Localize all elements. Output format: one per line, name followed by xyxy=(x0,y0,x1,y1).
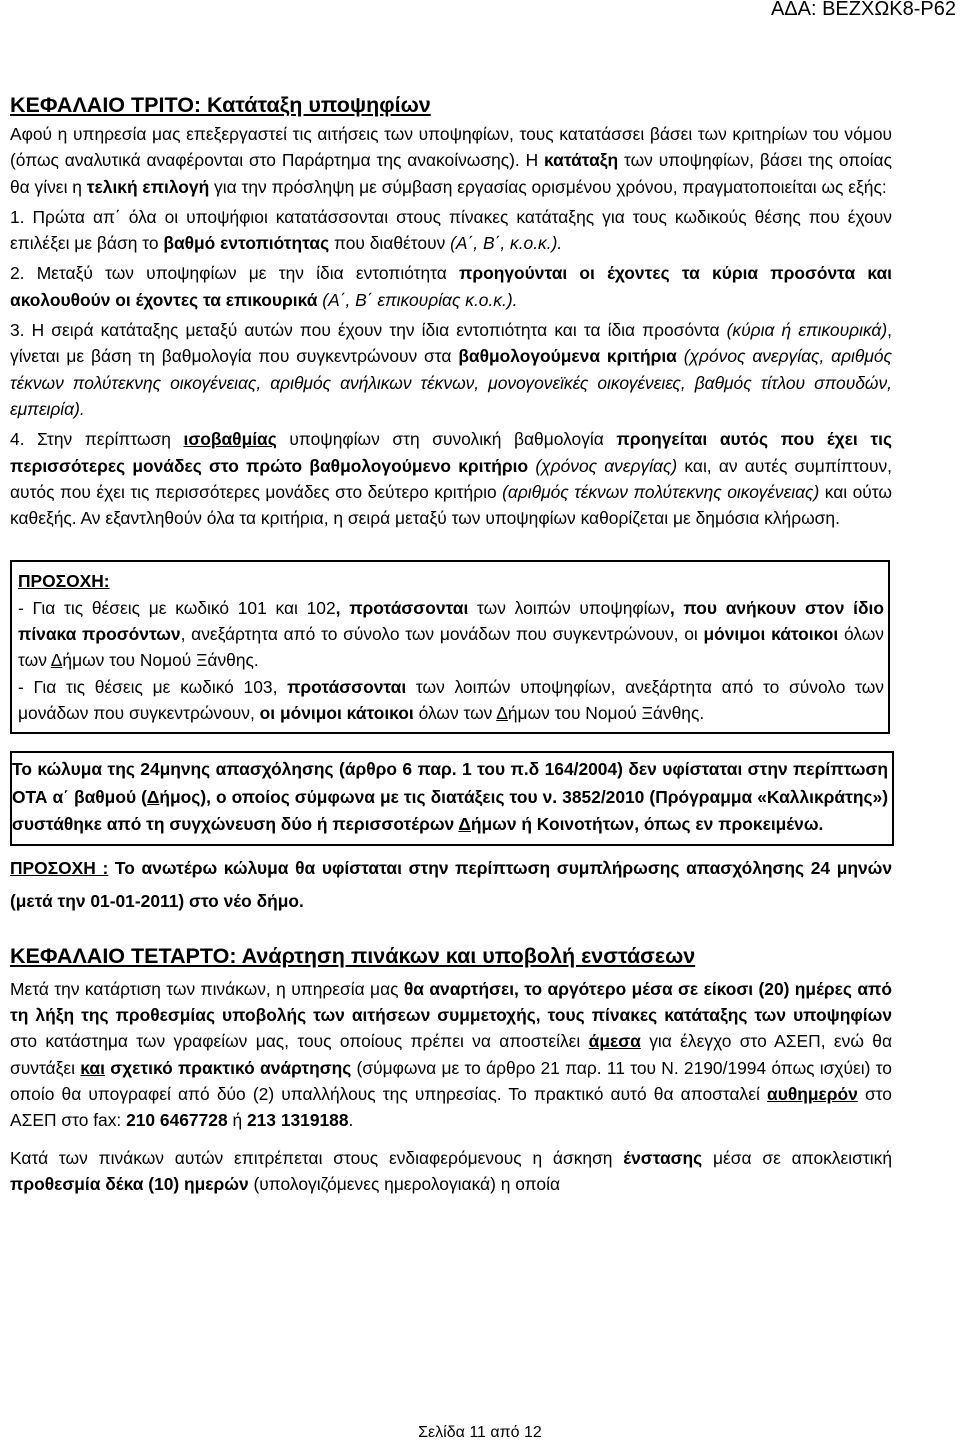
attention-line-code-103: - Για τις θέσεις με κωδικό 103, προτάσσονται των λοιπών υποψηφίων, ανεξάρτητα από το σύνολο των μονάδων που συγκεντρώνουν, οι μόνιμοι κάτοικοι όλων των Δήμων του Νομού Ξάνθης. xyxy=(18,676,884,723)
ranking-item-3: 3. Η σειρά κατάταξης μεταξύ αυτών που έχουν την ίδια εντοπιότητα και τα ίδια προσόντα (κύρια ή επικουρικά), γίνεται με βάση τη βαθμολογία που συγκεντρώνουν στα βαθμολογούμενα κριτήρια (χρόνος ανεργίας, αριθμός τέκνων πολύτεκνης οικογένειας, αριθμός ανήλικων τέκνων, μονογονεϊκές οικογένειες, βαθμός τίτλου σπουδών, εμπειρία). xyxy=(10,320,892,419)
page-number: Σελίδα 11 από 12 xyxy=(418,1424,542,1441)
page-content xyxy=(10,91,892,1197)
attention-line-codes-101-102: - Για τις θέσεις με κωδικό 101 και 102, προτάσσονται των λοιπών υποψηφίων, που ανήκουν στον ίδιο πίνακα προσόντων, ανεξάρτητα από το σύνολο των μονάδων που συγκεντρώνουν, οι μόνιμοι κάτοικοι όλων των Δήμων του Νομού Ξάνθης. xyxy=(18,597,884,671)
restriction-text: Το κώλυμα της 24μηνης απασχόλησης (άρθρο 6 παρ. 1 του π.δ 164/2004) δεν υφίσταται στην περίπτωση ΟΤΑ α΄ βαθμού (Δήμος), ο οποίος σύμφωνα με τις διατάξεις του ν. 3852/2010 (Πρόγραμμα «Καλλικράτης») συστάθηκε από τη συγχώνευση δύο ή περισσοτέρων Δήμων ή Κοινοτήτων, όπως εν προκειμένω. xyxy=(12,759,888,835)
ranking-item-2: 2. Μεταξύ των υποψηφίων με την ίδια εντοπιότητα προηγούνται οι έχοντες τα κύρια προσόντα και ακολουθούν οι έχοντες τα επικουρικά (Α΄, Β΄ επικουρίας κ.ο.κ.). xyxy=(10,263,892,310)
chapter-four-paragraph-1: Μετά την κατάρτιση των πινάκων, η υπηρεσία μας θα αναρτήσει, το αργότερο μέσα σε είκοσι (20) ημέρες από τη λήξη της προθεσμίας υποβολής των αιτήσεων συμμετοχής, τους πίνακες κατάταξης των υποψηφίων στο κατάστημα των γραφείων μας, τους οποίους πρέπει να αποστείλει άμεσα για έλεγχο στο ΑΣΕΠ, ενώ θα συντάξει και σχετικό πρακτικό ανάρτησης (σύμφωνα με το άρθρο 21 παρ. 11 του Ν. 2190/1994 όπως ισχύει) το οποίο θα υπογραφεί από δύο (2) υπαλλήλους της υπηρεσίας. Το πρακτικό αυτό θα αποσταλεί αυθημερόν στο ΑΣΕΠ στο fax: 210 6467728 ή 213 1319188. xyxy=(10,978,892,1131)
restriction-note: ΠΡΟΣΟΧΗ : Το ανωτέρω κώλυμα θα υφίσταται στην περίπτωση συμπλήρωσης απασχόλησης 24 μηνών (μετά την 01-01-2011) στο νέο δήμο. xyxy=(10,857,892,911)
attention-box-title: ΠΡΟΣΟΧΗ: xyxy=(18,571,110,592)
restriction-box xyxy=(10,751,894,846)
chapter-three-intro: Αφού η υπηρεσία μας επεξεργαστεί τις αιτήσεις των υποψηφίων, τους κατατάσσει βάσει των κριτηρίων του νόμου (όπως αναλυτικά αναφέρονται στο Παράρτημα της ανακοίνωσης). Η κατάταξη των υποψηφίων, βάσει της οποίας θα γίνει η τελική επιλογή για την πρόσληψη με σύμβαση εργασίας ορισμένου χρόνου, πραγματοποιείται ως εξής: xyxy=(10,124,892,197)
chapter-three-title: ΚΕΦΑΛΑΙΟ ΤΡΙΤΟ: Κατάταξη υποψηφίων xyxy=(10,93,431,117)
ranking-item-1: 1. Πρώτα απ΄ όλα οι υποψήφιοι κατατάσσονται στους πίνακες κατάταξης για τους κωδικούς θέσης που έχουν επιλέξει με βάση το βαθμό εντοπιότητας που διαθέτουν (Α΄, Β΄, κ.ο.κ.). xyxy=(10,206,892,254)
ada-code: ΑΔΑ: ΒΕΖΧΩΚ8-Ρ62 xyxy=(770,0,956,20)
attention-box xyxy=(10,560,890,734)
ranking-item-4: 4. Στην περίπτωση ισοβαθμίας υποψηφίων στη συνολική βαθμολογία προηγείται αυτός που έχει τις περισσότερες μονάδες στο πρώτο βαθμολογούμενο κριτήριο (χρόνος ανεργίας) και, αν αυτές συμπίπτουν, αυτός που έχει τις περισσότερες μονάδες στο δεύτερο κριτήριο (αριθμός τέκνων πολύτεκνης οικογένειας) και ούτω καθεξής. Αν εξαντληθούν όλα τα κριτήρια, η σειρά μεταξύ των υποψηφίων καθορίζεται με δημόσια κλήρωση. xyxy=(10,429,892,529)
chapter-four-paragraph-2: Κατά των πινάκων αυτών επιτρέπεται στους ενδιαφερόμενους η άσκηση ένστασης μέσα σε αποκλειστική προθεσμία δέκα (10) ημερών (υπολογιζόμενες ημερολογιακά) η οποία xyxy=(10,1147,892,1194)
chapter-four-title: ΚΕΦΑΛΑΙΟ ΤΕΤΑΡΤΟ: Ανάρτηση πινάκων και υποβολή ενστάσεων xyxy=(10,943,696,968)
